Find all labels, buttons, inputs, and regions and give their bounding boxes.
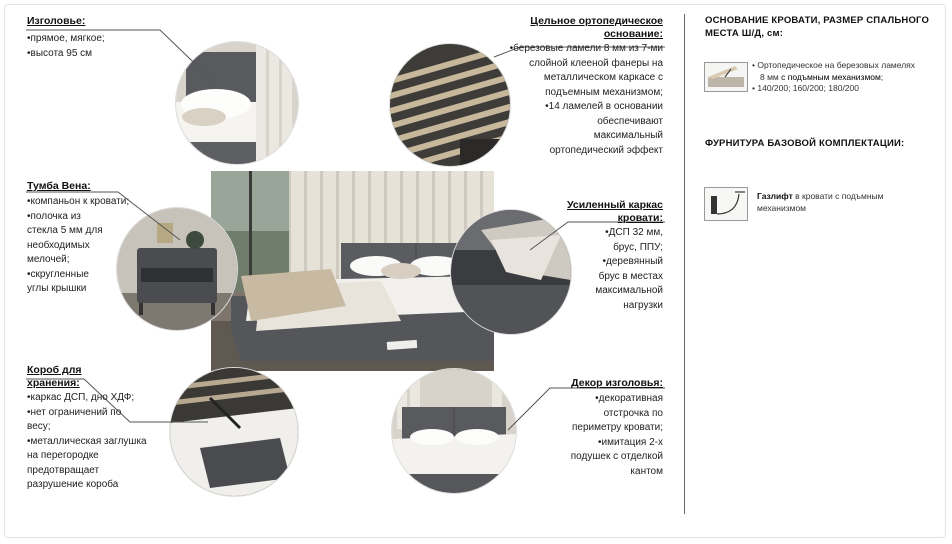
nightstand-title: Тумба Вена: [27, 180, 91, 192]
storage-item: •нет ограничений по [27, 406, 122, 418]
base-spec-title-line2: МЕСТА Ш/Д, см: [705, 27, 784, 39]
storage-block [27, 364, 167, 493]
base-item: •березовые ламели 8 мм из 7-ми [509, 43, 663, 54]
decor-item: отстрочка по [603, 407, 663, 419]
base-spec-icon [704, 62, 748, 92]
nightstand-item: необходимых [27, 239, 90, 251]
decor-block [530, 377, 663, 479]
decor-item: подушек с отделкой [570, 451, 663, 462]
gaslift-text [757, 191, 937, 214]
storage-title-line2: хранения: [27, 377, 80, 389]
storage-item: •металлическая заглушка [27, 435, 147, 447]
panel-divider [684, 14, 685, 514]
base-item: обеспечивают [597, 115, 663, 127]
base-item: •14 ламелей в основании [545, 101, 663, 112]
base-spec-mechanism: с подъмным механизмом [781, 71, 881, 82]
gaslift-label: Газлифт [757, 191, 793, 201]
headboard-title: Изголовье: [27, 15, 86, 27]
bullet: • [752, 60, 755, 70]
storage-item: разрушение короба [27, 479, 119, 490]
base-spec-desc-line2a: 8 мм [760, 71, 782, 82]
nightstand-item: •компаньон к кровати; [27, 196, 130, 207]
frame-title-line2: кровати: [617, 212, 663, 224]
gaslift-icon [704, 187, 748, 221]
base-item: слойной клееной фанеры на [529, 57, 663, 69]
frame-item: •деревянный [602, 256, 663, 267]
decor-item: •декоративная [595, 393, 663, 404]
base-item: максимальный [593, 130, 663, 141]
base-item: ортопедический эффект [549, 144, 663, 156]
decor-item: •имитация 2-х [598, 436, 663, 448]
headboard-item: •высота 95 см [27, 47, 93, 59]
base-title-line1: Цельное ортопедическое [530, 15, 663, 27]
nightstand-item: стекла 5 мм для [27, 225, 103, 236]
fittings-title: ФУРНИТУРА БАЗОВОЙ КОМПЛЕКТАЦИИ: [705, 138, 905, 149]
base-item: металлическом каркасе с [543, 72, 663, 83]
nightstand-item: углы крышки [27, 283, 87, 294]
nightstand-item: мелочей; [27, 254, 70, 265]
base-spec-sizes: 140/200; 160/200; 180/200 [757, 83, 859, 93]
bullet: • [752, 83, 755, 93]
base-spec-desc-line1: Ортопедическое на березовых ламелях [757, 60, 916, 70]
base-spec-block [705, 15, 940, 40]
storage-item: •каркас ДСП, дно ХДФ; [27, 392, 135, 403]
headboard-block [27, 15, 167, 61]
frame-item: брус в местах [598, 270, 663, 282]
base-title-line2: основание: [603, 28, 663, 40]
storage-item: весу; [27, 421, 51, 432]
decor-item: периметру кровати; [571, 422, 663, 433]
base-block [480, 15, 663, 158]
nightstand-item: •полочка из [27, 210, 81, 222]
frame-item: •ДСП 32 мм, [605, 227, 663, 238]
decor-item: кантом [630, 465, 663, 477]
base-spec-title-line1: ОСНОВАНИЕ КРОВАТИ, РАЗМЕР СПАЛЬНОГО [705, 15, 930, 26]
decor-title: Декор изголовья: [571, 377, 663, 389]
frame-item: брус, ППУ; [613, 241, 663, 253]
frame-title-line1: Усиленный каркас [566, 199, 663, 211]
storage-item: предотвращает [27, 464, 100, 476]
base-spec-desc-line2c: ; [880, 71, 884, 82]
nightstand-block [27, 180, 137, 297]
frame-block [540, 199, 663, 313]
gaslift-desc: в кровати с подъмным [792, 191, 884, 201]
frame-item: нагрузки [623, 299, 663, 311]
storage-title-line1: Короб для [27, 364, 82, 376]
headboard-item: •прямое, мягкое; [27, 33, 105, 44]
gaslift-desc-line2: механизмом [757, 202, 807, 213]
frame-item: максимальной [595, 285, 663, 296]
nightstand-item: •скругленные [27, 268, 89, 280]
storage-item: на перегородке [27, 450, 99, 461]
base-item: подъемным механизмом; [545, 86, 663, 98]
base-spec-text [752, 60, 942, 95]
